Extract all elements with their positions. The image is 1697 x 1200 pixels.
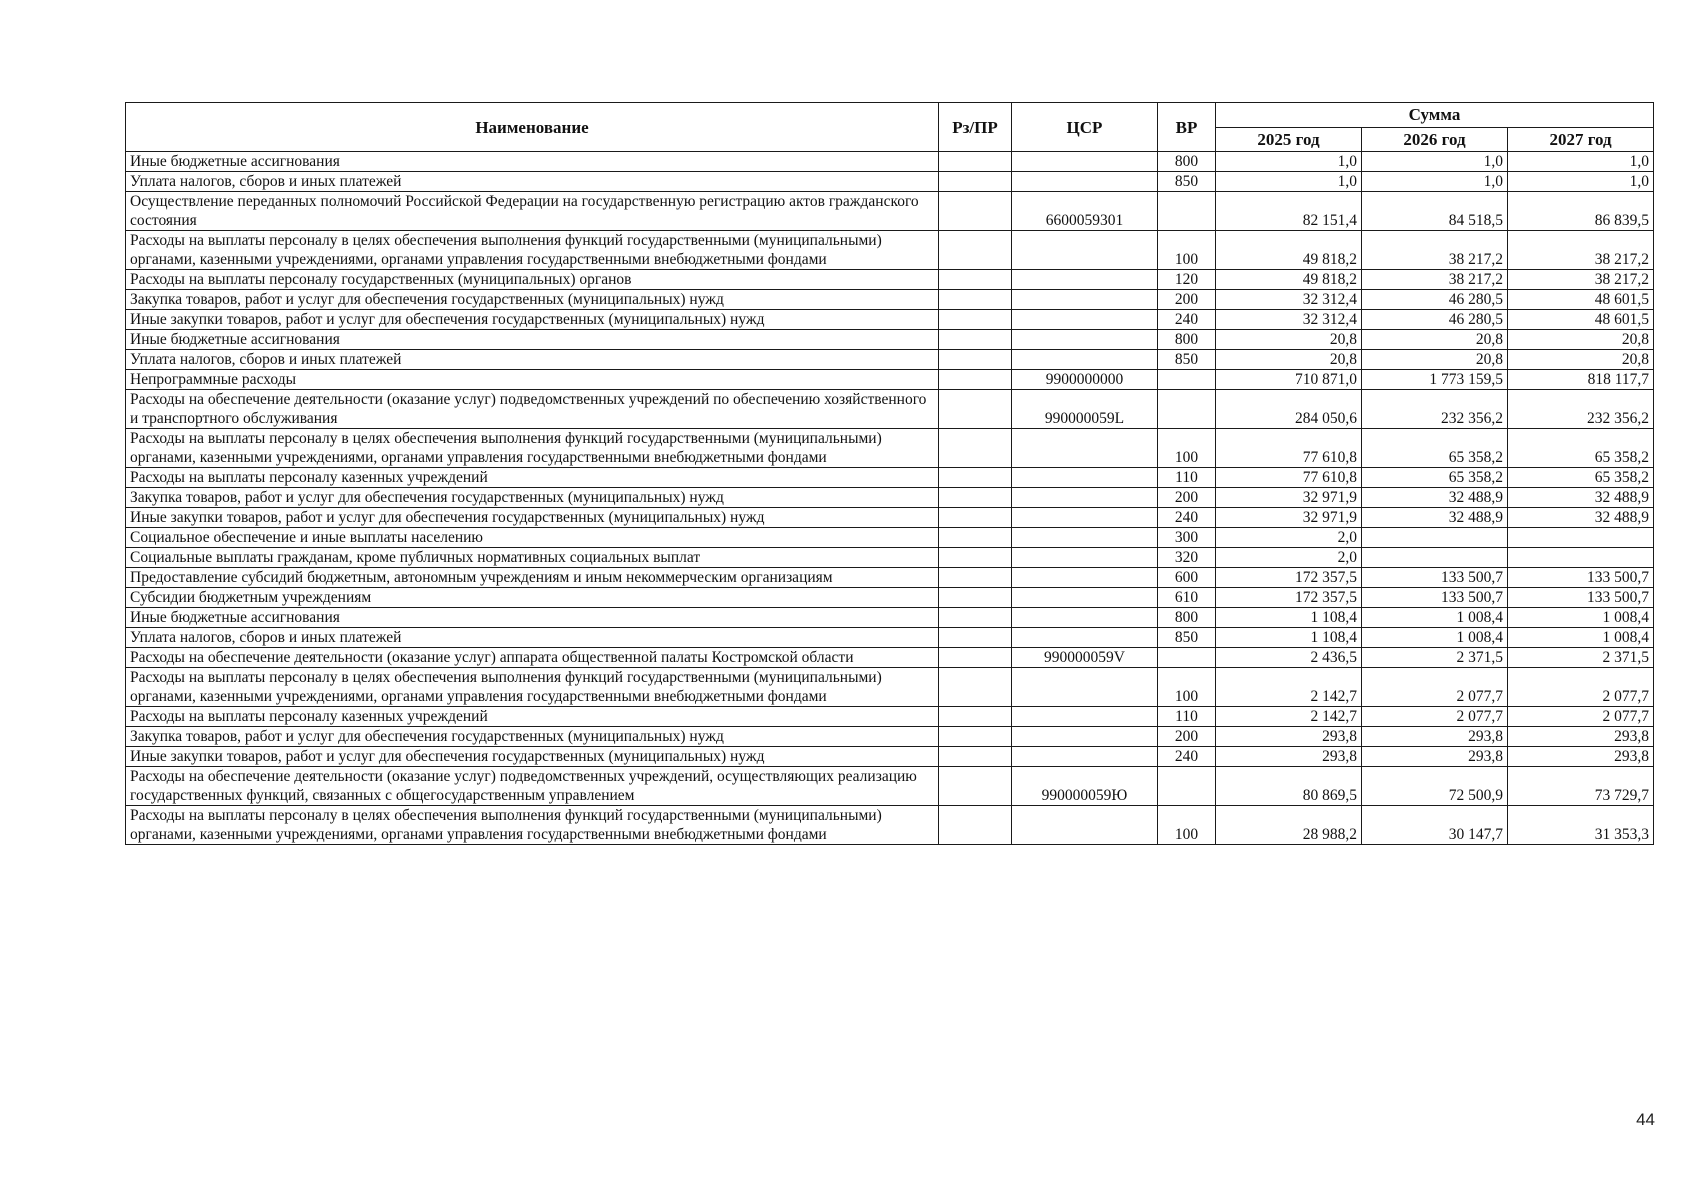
cell-2025: 2 436,5	[1216, 648, 1362, 668]
cell-csr	[1012, 350, 1158, 370]
cell-rz-pr	[939, 707, 1012, 727]
cell-rz-pr	[939, 548, 1012, 568]
cell-2025: 2,0	[1216, 548, 1362, 568]
cell-name: Уплата налогов, сборов и иных платежей	[126, 628, 939, 648]
cell-2025: 82 151,4	[1216, 192, 1362, 231]
cell-name: Расходы на выплаты персоналу в целях обеспечения выполнения функций государственными (муниципальными) органами, казенными учреждениями, органами управления государственными внебюджетными фондами	[126, 231, 939, 270]
cell-vr: 100	[1158, 668, 1216, 707]
table-row	[126, 548, 1654, 568]
cell-2025: 1 108,4	[1216, 628, 1362, 648]
cell-name: Уплата налогов, сборов и иных платежей	[126, 172, 939, 192]
cell-2026: 46 280,5	[1362, 290, 1508, 310]
table-row	[126, 390, 1654, 429]
cell-vr: 850	[1158, 172, 1216, 192]
cell-2025: 1,0	[1216, 172, 1362, 192]
cell-name: Предоставление субсидий бюджетным, автономным учреждениям и иным некоммерческим организациям	[126, 568, 939, 588]
cell-rz-pr	[939, 806, 1012, 845]
table-row	[126, 488, 1654, 508]
table-row	[126, 568, 1654, 588]
cell-2026: 1 008,4	[1362, 628, 1508, 648]
cell-name: Расходы на выплаты персоналу в целях обеспечения выполнения функций государственными (муниципальными) органами, казенными учреждениями, органами управления государственными внебюджетными фондами	[126, 668, 939, 707]
cell-rz-pr	[939, 370, 1012, 390]
cell-name: Расходы на обеспечение деятельности (оказание услуг) подведомственных учреждений по обеспечению хозяйственного и транспортного обслуживания	[126, 390, 939, 429]
cell-rz-pr	[939, 668, 1012, 707]
table-row	[126, 727, 1654, 747]
cell-csr	[1012, 707, 1158, 727]
cell-2025: 284 050,6	[1216, 390, 1362, 429]
cell-vr: 110	[1158, 468, 1216, 488]
table-row	[126, 608, 1654, 628]
cell-name: Иные бюджетные ассигнования	[126, 608, 939, 628]
cell-2025: 49 818,2	[1216, 270, 1362, 290]
cell-2027: 86 839,5	[1508, 192, 1654, 231]
table-row	[126, 508, 1654, 528]
cell-2026: 2 077,7	[1362, 707, 1508, 727]
cell-vr: 300	[1158, 528, 1216, 548]
cell-2025: 710 871,0	[1216, 370, 1362, 390]
cell-2026: 232 356,2	[1362, 390, 1508, 429]
table-row	[126, 747, 1654, 767]
header-rz-pr: Рз/ПР	[939, 103, 1012, 152]
cell-name: Иные бюджетные ассигнования	[126, 330, 939, 350]
cell-name: Расходы на выплаты персоналу в целях обеспечения выполнения функций государственными (муниципальными) органами, казенными учреждениями, органами управления государственными внебюджетными фондами	[126, 429, 939, 468]
cell-2027: 65 358,2	[1508, 468, 1654, 488]
cell-rz-pr	[939, 390, 1012, 429]
cell-rz-pr	[939, 172, 1012, 192]
cell-2025: 1,0	[1216, 152, 1362, 172]
cell-2027: 818 117,7	[1508, 370, 1654, 390]
cell-2025: 77 610,8	[1216, 429, 1362, 468]
table-row	[126, 707, 1654, 727]
cell-vr: 240	[1158, 747, 1216, 767]
cell-name: Расходы на выплаты персоналу казенных учреждений	[126, 468, 939, 488]
cell-vr	[1158, 648, 1216, 668]
cell-2027: 1 008,4	[1508, 628, 1654, 648]
cell-rz-pr	[939, 468, 1012, 488]
table-row	[126, 767, 1654, 806]
cell-vr	[1158, 390, 1216, 429]
cell-csr	[1012, 330, 1158, 350]
cell-2027: 65 358,2	[1508, 429, 1654, 468]
cell-name: Закупка товаров, работ и услуг для обеспечения государственных (муниципальных) нужд	[126, 290, 939, 310]
cell-2025: 32 312,4	[1216, 310, 1362, 330]
table-row	[126, 648, 1654, 668]
header-csr: ЦСР	[1012, 103, 1158, 152]
cell-csr	[1012, 747, 1158, 767]
table-row	[126, 806, 1654, 845]
cell-csr	[1012, 528, 1158, 548]
cell-rz-pr	[939, 767, 1012, 806]
cell-name: Социальное обеспечение и иные выплаты населению	[126, 528, 939, 548]
cell-vr	[1158, 370, 1216, 390]
cell-vr: 240	[1158, 310, 1216, 330]
cell-csr: 990000059V	[1012, 648, 1158, 668]
cell-name: Социальные выплаты гражданам, кроме публичных нормативных социальных выплат	[126, 548, 939, 568]
header-vr: ВР	[1158, 103, 1216, 152]
cell-2026: 20,8	[1362, 330, 1508, 350]
cell-2027: 1 008,4	[1508, 608, 1654, 628]
cell-2025: 20,8	[1216, 350, 1362, 370]
cell-vr: 600	[1158, 568, 1216, 588]
cell-name: Осуществление переданных полномочий Российской Федерации на государственную регистрацию актов гражданского состояния	[126, 192, 939, 231]
cell-2025: 2 142,7	[1216, 707, 1362, 727]
cell-csr	[1012, 468, 1158, 488]
cell-rz-pr	[939, 231, 1012, 270]
cell-2027: 38 217,2	[1508, 270, 1654, 290]
cell-name: Уплата налогов, сборов и иных платежей	[126, 350, 939, 370]
cell-name: Расходы на выплаты персоналу государственных (муниципальных) органов	[126, 270, 939, 290]
cell-2027: 293,8	[1508, 727, 1654, 747]
cell-2026	[1362, 528, 1508, 548]
cell-2027: 20,8	[1508, 350, 1654, 370]
cell-vr: 110	[1158, 707, 1216, 727]
cell-vr: 800	[1158, 330, 1216, 350]
table-body	[126, 152, 1654, 845]
cell-2025: 28 988,2	[1216, 806, 1362, 845]
cell-rz-pr	[939, 192, 1012, 231]
cell-2025: 32 971,9	[1216, 508, 1362, 528]
cell-2025: 32 312,4	[1216, 290, 1362, 310]
cell-2027: 48 601,5	[1508, 290, 1654, 310]
cell-csr	[1012, 488, 1158, 508]
cell-name: Непрограммные расходы	[126, 370, 939, 390]
cell-vr: 100	[1158, 429, 1216, 468]
cell-csr	[1012, 806, 1158, 845]
cell-2027: 1,0	[1508, 152, 1654, 172]
cell-2027: 38 217,2	[1508, 231, 1654, 270]
cell-csr: 6600059301	[1012, 192, 1158, 231]
cell-2027: 73 729,7	[1508, 767, 1654, 806]
table-row	[126, 290, 1654, 310]
cell-2025: 2 142,7	[1216, 668, 1362, 707]
cell-vr: 320	[1158, 548, 1216, 568]
cell-rz-pr	[939, 648, 1012, 668]
cell-name: Иные закупки товаров, работ и услуг для обеспечения государственных (муниципальных) нужд	[126, 747, 939, 767]
cell-name: Расходы на выплаты персоналу в целях обеспечения выполнения функций государственными (муниципальными) органами, казенными учреждениями, органами управления государственными внебюджетными фондами	[126, 806, 939, 845]
cell-2026: 65 358,2	[1362, 468, 1508, 488]
cell-rz-pr	[939, 152, 1012, 172]
cell-csr	[1012, 310, 1158, 330]
page-number: 44	[1636, 1110, 1655, 1129]
table-row	[126, 172, 1654, 192]
cell-2027: 20,8	[1508, 330, 1654, 350]
table-row	[126, 350, 1654, 370]
cell-2026: 65 358,2	[1362, 429, 1508, 468]
cell-2025: 77 610,8	[1216, 468, 1362, 488]
cell-2026: 72 500,9	[1362, 767, 1508, 806]
cell-csr	[1012, 568, 1158, 588]
cell-2027: 293,8	[1508, 747, 1654, 767]
cell-2027: 133 500,7	[1508, 588, 1654, 608]
cell-2027: 2 077,7	[1508, 668, 1654, 707]
cell-csr: 990000059L	[1012, 390, 1158, 429]
cell-2026: 133 500,7	[1362, 588, 1508, 608]
cell-2026: 2 077,7	[1362, 668, 1508, 707]
cell-vr: 240	[1158, 508, 1216, 528]
cell-vr: 800	[1158, 608, 1216, 628]
cell-vr: 120	[1158, 270, 1216, 290]
cell-2026	[1362, 548, 1508, 568]
table-row	[126, 588, 1654, 608]
cell-rz-pr	[939, 588, 1012, 608]
cell-2025: 293,8	[1216, 747, 1362, 767]
cell-rz-pr	[939, 350, 1012, 370]
cell-name: Расходы на выплаты персоналу казенных учреждений	[126, 707, 939, 727]
cell-2027: 1,0	[1508, 172, 1654, 192]
table-row	[126, 310, 1654, 330]
cell-name: Иные закупки товаров, работ и услуг для обеспечения государственных (муниципальных) нужд	[126, 508, 939, 528]
cell-csr	[1012, 727, 1158, 747]
cell-name: Закупка товаров, работ и услуг для обеспечения государственных (муниципальных) нужд	[126, 727, 939, 747]
cell-vr: 200	[1158, 290, 1216, 310]
cell-name: Субсидии бюджетным учреждениям	[126, 588, 939, 608]
table-row	[126, 370, 1654, 390]
cell-2026: 1 773 159,5	[1362, 370, 1508, 390]
cell-rz-pr	[939, 528, 1012, 548]
table-row	[126, 468, 1654, 488]
cell-2026: 38 217,2	[1362, 270, 1508, 290]
cell-csr	[1012, 172, 1158, 192]
cell-name: Иные бюджетные ассигнования	[126, 152, 939, 172]
cell-2026: 1,0	[1362, 172, 1508, 192]
cell-2026: 1 008,4	[1362, 608, 1508, 628]
cell-rz-pr	[939, 330, 1012, 350]
cell-rz-pr	[939, 290, 1012, 310]
cell-2026: 293,8	[1362, 727, 1508, 747]
cell-2025: 1 108,4	[1216, 608, 1362, 628]
cell-2026: 46 280,5	[1362, 310, 1508, 330]
cell-name: Закупка товаров, работ и услуг для обеспечения государственных (муниципальных) нужд	[126, 488, 939, 508]
header-year-2027: 2027 год	[1508, 127, 1654, 152]
cell-2027	[1508, 528, 1654, 548]
cell-csr	[1012, 429, 1158, 468]
cell-2026: 32 488,9	[1362, 508, 1508, 528]
table-row	[126, 152, 1654, 172]
cell-name: Расходы на обеспечение деятельности (оказание услуг) аппарата общественной палаты Костромской области	[126, 648, 939, 668]
budget-table	[125, 102, 1654, 845]
cell-2027: 133 500,7	[1508, 568, 1654, 588]
cell-vr	[1158, 767, 1216, 806]
cell-2027: 2 371,5	[1508, 648, 1654, 668]
table-row	[126, 231, 1654, 270]
cell-vr: 200	[1158, 488, 1216, 508]
cell-name: Расходы на обеспечение деятельности (оказание услуг) подведомственных учреждений, осуществляющих реализацию государственных функций, связанных с общегосударственным управлением	[126, 767, 939, 806]
cell-csr	[1012, 152, 1158, 172]
header-year-2026: 2026 год	[1362, 127, 1508, 152]
cell-csr	[1012, 548, 1158, 568]
table-row	[126, 330, 1654, 350]
cell-rz-pr	[939, 727, 1012, 747]
table-header	[126, 103, 1654, 152]
cell-csr	[1012, 628, 1158, 648]
cell-vr: 850	[1158, 350, 1216, 370]
cell-csr	[1012, 608, 1158, 628]
cell-2027: 2 077,7	[1508, 707, 1654, 727]
cell-csr	[1012, 508, 1158, 528]
cell-2025: 49 818,2	[1216, 231, 1362, 270]
cell-2025: 20,8	[1216, 330, 1362, 350]
cell-rz-pr	[939, 310, 1012, 330]
table-row	[126, 528, 1654, 548]
cell-2026: 32 488,9	[1362, 488, 1508, 508]
cell-vr: 100	[1158, 231, 1216, 270]
cell-rz-pr	[939, 488, 1012, 508]
cell-2026: 30 147,7	[1362, 806, 1508, 845]
cell-2026: 1,0	[1362, 152, 1508, 172]
table-row	[126, 429, 1654, 468]
cell-2025: 172 357,5	[1216, 588, 1362, 608]
cell-vr: 100	[1158, 806, 1216, 845]
table-row	[126, 270, 1654, 290]
cell-2026: 133 500,7	[1362, 568, 1508, 588]
cell-2026: 84 518,5	[1362, 192, 1508, 231]
table-row	[126, 628, 1654, 648]
cell-2027: 48 601,5	[1508, 310, 1654, 330]
cell-csr	[1012, 270, 1158, 290]
cell-csr: 9900000000	[1012, 370, 1158, 390]
cell-2027: 31 353,3	[1508, 806, 1654, 845]
cell-2026: 38 217,2	[1362, 231, 1508, 270]
cell-2025: 172 357,5	[1216, 568, 1362, 588]
cell-rz-pr	[939, 270, 1012, 290]
header-year-2025: 2025 год	[1216, 127, 1362, 152]
budget-sheet	[125, 102, 1653, 845]
cell-csr	[1012, 290, 1158, 310]
cell-2026: 20,8	[1362, 350, 1508, 370]
cell-vr: 610	[1158, 588, 1216, 608]
cell-csr	[1012, 668, 1158, 707]
cell-name: Иные закупки товаров, работ и услуг для обеспечения государственных (муниципальных) нужд	[126, 310, 939, 330]
cell-2027: 32 488,9	[1508, 508, 1654, 528]
cell-csr	[1012, 231, 1158, 270]
cell-csr: 990000059Ю	[1012, 767, 1158, 806]
cell-2025: 293,8	[1216, 727, 1362, 747]
cell-vr: 200	[1158, 727, 1216, 747]
cell-vr: 850	[1158, 628, 1216, 648]
cell-2027: 232 356,2	[1508, 390, 1654, 429]
header-sum: Сумма	[1216, 103, 1654, 128]
cell-2027: 32 488,9	[1508, 488, 1654, 508]
cell-2025: 32 971,9	[1216, 488, 1362, 508]
cell-vr	[1158, 192, 1216, 231]
cell-2026: 2 371,5	[1362, 648, 1508, 668]
cell-2025: 2,0	[1216, 528, 1362, 548]
cell-vr: 800	[1158, 152, 1216, 172]
cell-rz-pr	[939, 568, 1012, 588]
cell-2025: 80 869,5	[1216, 767, 1362, 806]
cell-rz-pr	[939, 508, 1012, 528]
cell-rz-pr	[939, 628, 1012, 648]
cell-rz-pr	[939, 429, 1012, 468]
cell-rz-pr	[939, 608, 1012, 628]
cell-csr	[1012, 588, 1158, 608]
cell-2027	[1508, 548, 1654, 568]
header-name: Наименование	[126, 103, 939, 152]
cell-rz-pr	[939, 747, 1012, 767]
table-row	[126, 668, 1654, 707]
cell-2026: 293,8	[1362, 747, 1508, 767]
table-row	[126, 192, 1654, 231]
